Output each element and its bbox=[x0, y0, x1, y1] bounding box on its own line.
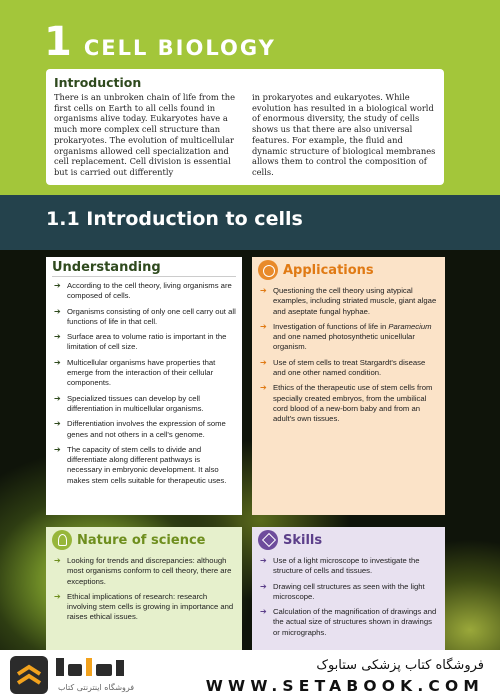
list-item-text: Use of a light microscope to investigate the structure of cells and tissues. bbox=[273, 556, 420, 576]
setabook-logo bbox=[8, 652, 143, 698]
understanding-heading: Understanding bbox=[52, 260, 236, 277]
list-item-text: Organisms consisting of only one cell carry out all functions of life in that cell. bbox=[67, 306, 236, 326]
nature-of-science-heading: Nature of science bbox=[77, 532, 206, 548]
list-item-text: Specialized tissues can develop by cell differentiation in multicellular organisms. bbox=[67, 393, 204, 413]
applications-box bbox=[252, 257, 445, 515]
list-item-text: Multicellular organisms have properties that emerge from the interaction of their cellular components. bbox=[67, 357, 216, 388]
understanding-list bbox=[52, 281, 236, 486]
list-item bbox=[258, 607, 439, 638]
list-item bbox=[258, 556, 439, 577]
chapter-heading bbox=[44, 19, 276, 65]
arrow-bullet-icon: ➔ bbox=[54, 281, 61, 290]
chapter-number: 1 bbox=[44, 19, 72, 65]
list-item-text: Surface area to volume ratio is important in the limitation of cell size. bbox=[67, 332, 227, 352]
footer-store-name: فروشگاه کتاب پزشکی ستابوک bbox=[316, 658, 484, 673]
list-item-text-post: and one named photosynthetic unicellular organism. bbox=[273, 332, 415, 352]
list-item bbox=[52, 307, 236, 328]
list-item bbox=[52, 281, 236, 302]
arrow-bullet-icon: ➔ bbox=[54, 444, 61, 454]
list-item bbox=[52, 394, 236, 415]
list-item bbox=[52, 358, 236, 389]
skills-list bbox=[258, 556, 439, 638]
list-item-text: Questioning the cell theory using atypical examples, including striated muscle, giant algae and aseptate fungal hyphae. bbox=[273, 286, 437, 316]
arrow-bullet-icon: ➔ bbox=[54, 393, 61, 403]
list-item-text: Use of stem cells to treat Stargardt's disease and one other named condition. bbox=[273, 357, 426, 378]
list-item-text: Ethics of the therapeutic use of stem cells from specially created embryos, from the umbilical cord blood of a new-born baby and from an adult's own tissues. bbox=[273, 383, 433, 424]
gear-globe-icon bbox=[258, 260, 278, 280]
list-item-text-pre: Investigation of functions of life in bbox=[273, 321, 389, 331]
list-item-text: Drawing cell structures as seen with the light microscope. bbox=[273, 581, 425, 601]
list-item bbox=[258, 286, 439, 317]
arrow-bullet-icon: ➔ bbox=[54, 556, 61, 565]
list-item bbox=[258, 322, 439, 353]
applications-heading: Applications bbox=[283, 262, 374, 278]
list-item bbox=[52, 592, 236, 623]
list-item bbox=[52, 332, 236, 353]
introduction-heading: Introduction bbox=[54, 75, 142, 90]
nature-of-science-box bbox=[46, 527, 242, 650]
list-item bbox=[52, 445, 236, 486]
arrow-bullet-icon: ➔ bbox=[54, 306, 61, 316]
arrow-bullet-icon: ➔ bbox=[260, 357, 267, 367]
arrow-bullet-icon: ➔ bbox=[54, 357, 61, 367]
nature-of-science-header bbox=[52, 530, 236, 550]
arrow-bullet-icon: ➔ bbox=[54, 332, 61, 342]
tools-icon bbox=[258, 530, 278, 550]
arrow-bullet-icon: ➔ bbox=[260, 581, 267, 591]
arrow-bullet-icon: ➔ bbox=[54, 419, 61, 429]
list-item bbox=[258, 582, 439, 603]
list-item-text: Calculation of the magnification of drawings and the actual size of structures shown in drawings or micrographs. bbox=[273, 607, 437, 637]
skills-header bbox=[258, 530, 439, 550]
skills-heading: Skills bbox=[283, 532, 323, 548]
arrow-bullet-icon: ➔ bbox=[260, 321, 267, 331]
list-item-text: The capacity of stem cells to divide and differentiate along different pathways is necessary in embryonic development. It also makes stem cells suitable for therapeutic uses. bbox=[67, 444, 227, 485]
list-item bbox=[258, 358, 439, 379]
arrow-bullet-icon: ➔ bbox=[260, 286, 267, 295]
applications-list bbox=[258, 286, 439, 425]
introduction-box bbox=[46, 69, 444, 185]
arrow-bullet-icon: ➔ bbox=[260, 383, 267, 393]
arrow-bullet-icon: ➔ bbox=[260, 556, 267, 565]
list-item bbox=[52, 419, 236, 440]
svg-text:فروشگاه اینترنتی کتاب: فروشگاه اینترنتی کتاب bbox=[58, 683, 135, 692]
list-item-text: According to the cell theory, living organisms are composed of cells. bbox=[67, 281, 232, 301]
chapter-header bbox=[0, 0, 500, 195]
arrow-bullet-icon: ➔ bbox=[54, 591, 61, 601]
nature-of-science-list bbox=[52, 556, 236, 623]
section-band bbox=[0, 195, 500, 250]
list-item-text: Looking for trends and discrepancies: although most organisms conform to cell theory, there are exceptions. bbox=[67, 556, 232, 586]
skills-box bbox=[252, 527, 445, 650]
flask-icon bbox=[52, 530, 72, 550]
applications-header bbox=[258, 260, 439, 280]
introduction-column-1: There is an unbroken chain of life from the first cells on Earth to all cells found in organisms alive today. Eukaryotes have a much more complex cell structure than prokaryotes. The evolution of multicellular organisms allowed cell specialization and cell replacement. Cell division is essential but is carried out differently bbox=[54, 92, 235, 177]
list-item bbox=[52, 556, 236, 587]
list-item-text: Differentiation involves the expression of some genes and not others in a cell's genome. bbox=[67, 419, 226, 439]
chapter-title: CELL BIOLOGY bbox=[83, 36, 276, 60]
list-item-text: Ethical implications of research: research involving stem cells is growing in importance and raises ethical issues. bbox=[67, 591, 234, 622]
list-item bbox=[258, 383, 439, 424]
section-title: 1.1 Introduction to cells bbox=[46, 208, 303, 230]
list-item-text-em: Paramecium bbox=[388, 321, 432, 331]
footer-url: WWW.SETABOOK.COM bbox=[205, 677, 484, 695]
arrow-bullet-icon: ➔ bbox=[260, 607, 267, 617]
understanding-box bbox=[46, 257, 242, 515]
introduction-column-2: in prokaryotes and eukaryotes. While evolution has resulted in a biological world of enormous diversity, the study of cells shows us that there are also universal features. For example, the fluid and dynamic structure of biological membranes allows them to control the composition of cells. bbox=[252, 92, 436, 177]
